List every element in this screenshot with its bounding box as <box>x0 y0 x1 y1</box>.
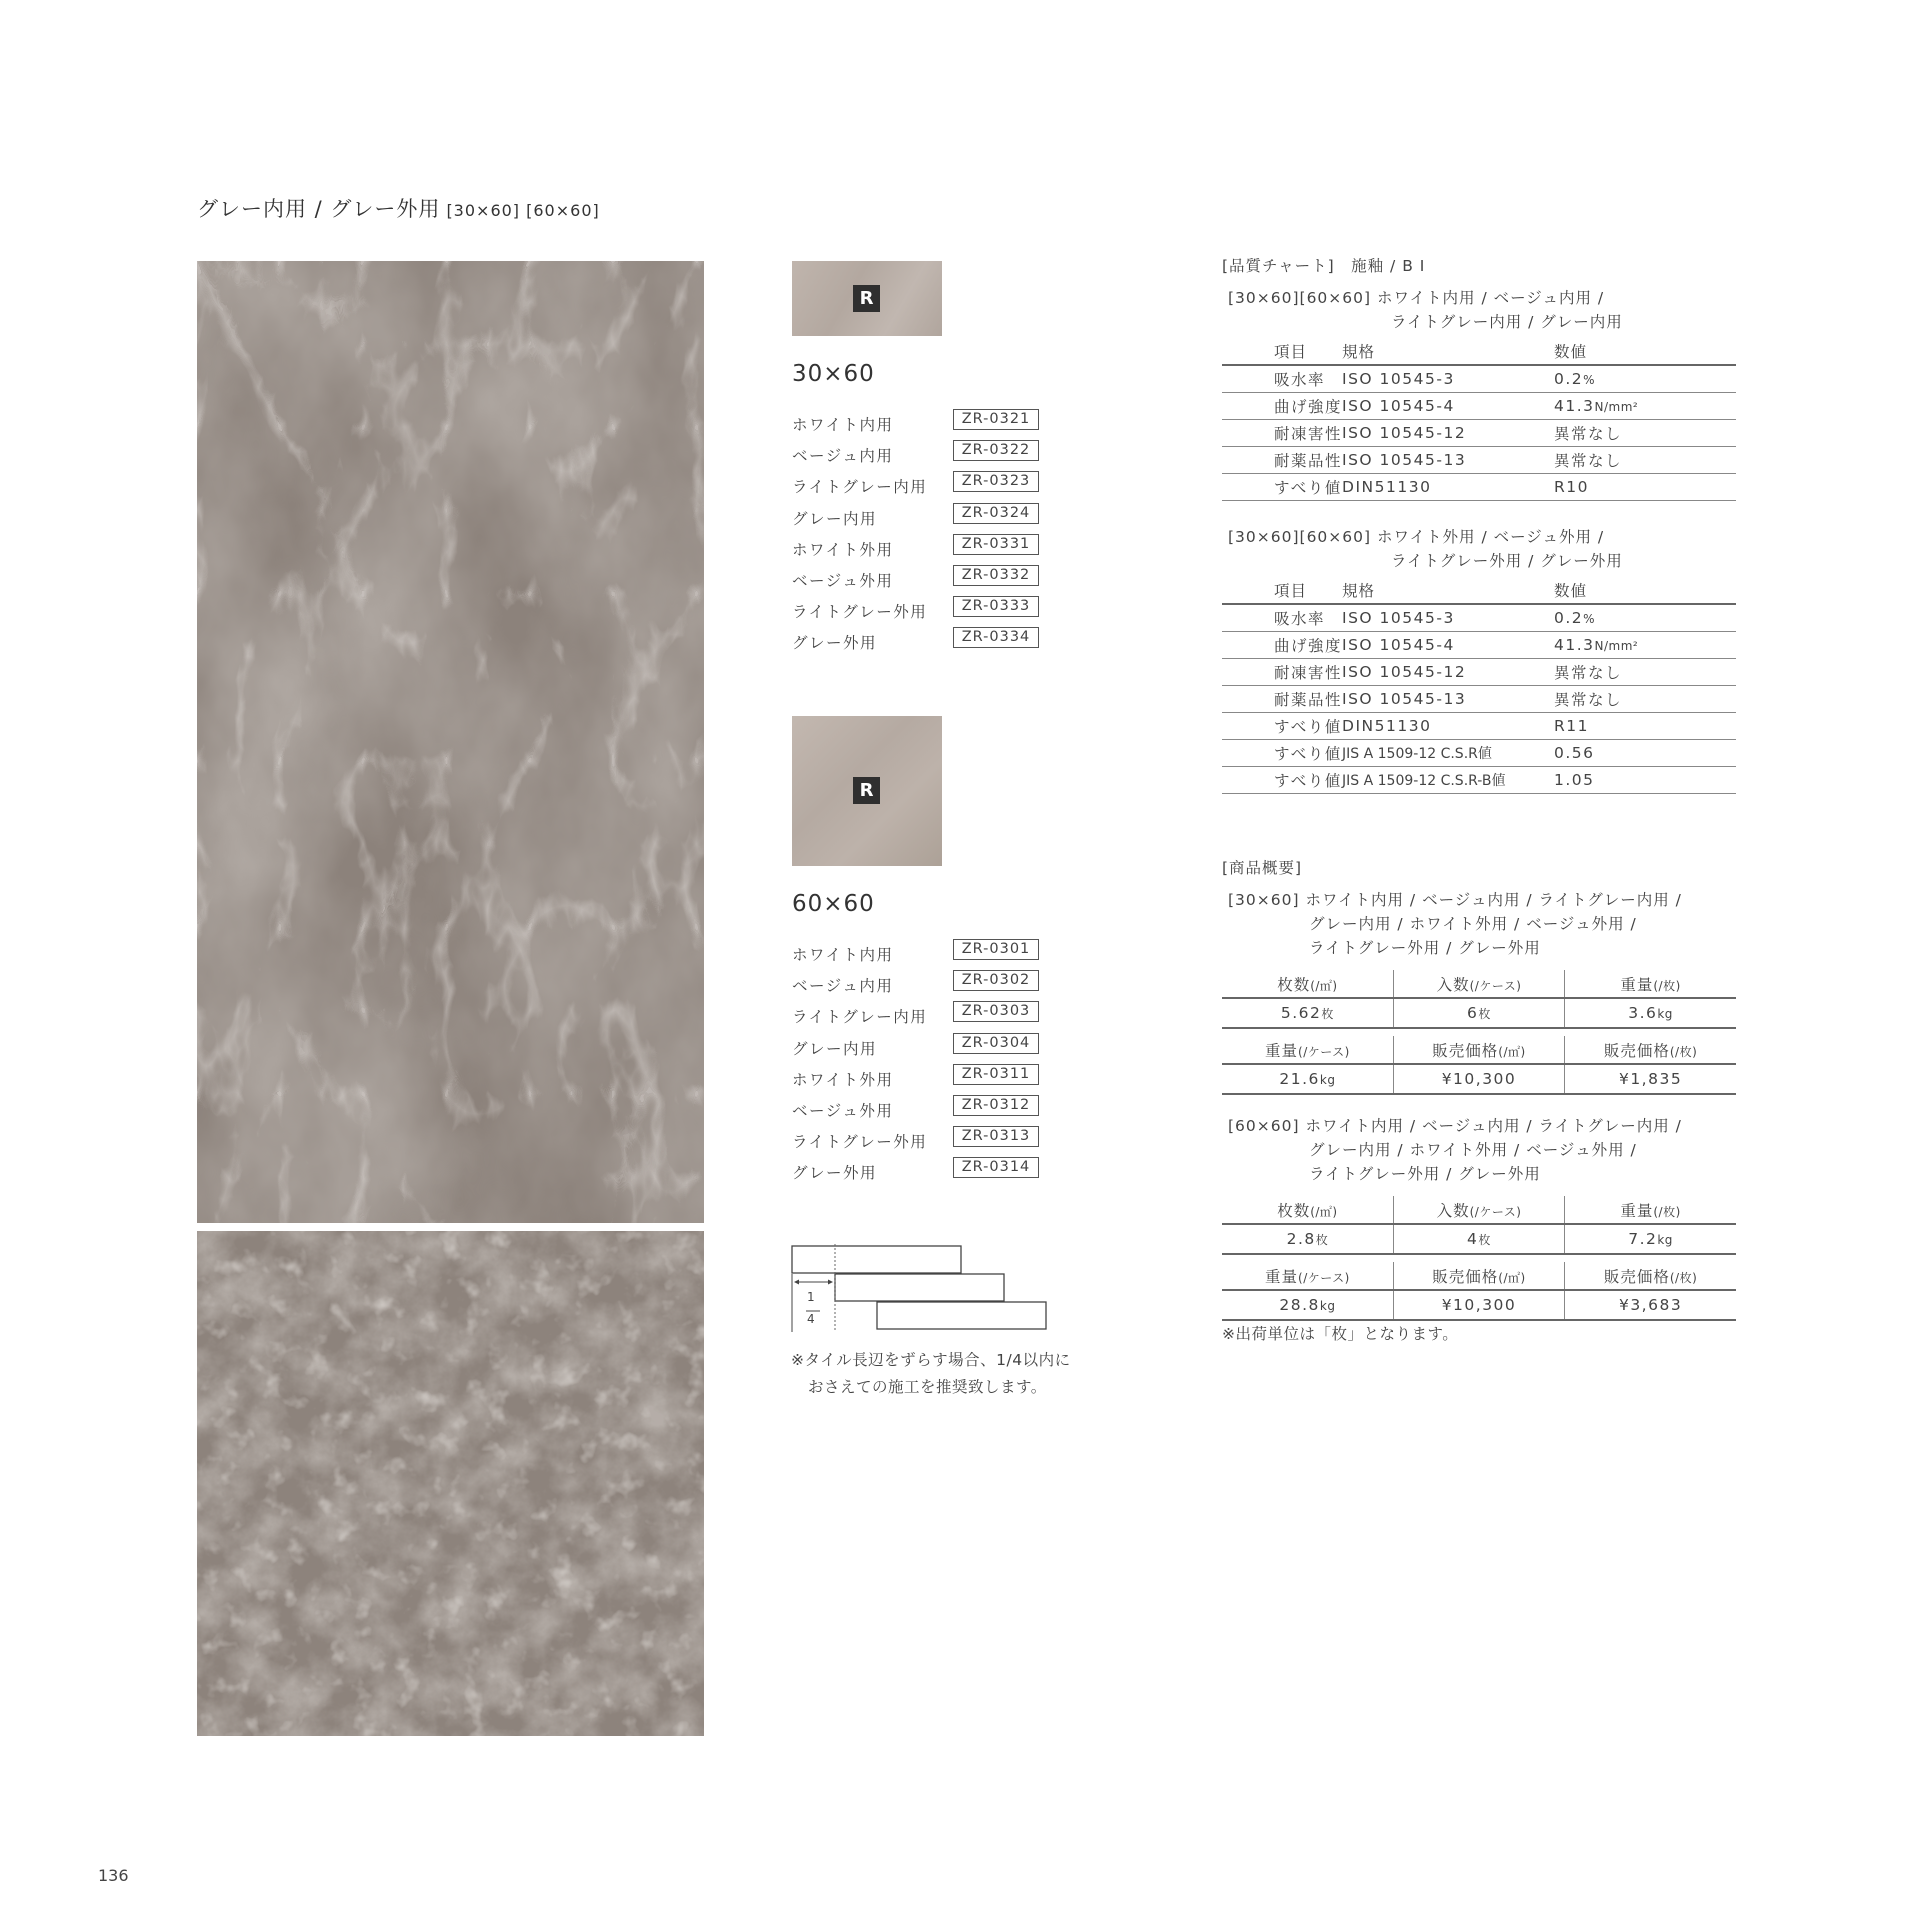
fraction-numerator: 1 <box>807 1290 815 1304</box>
header-unit: (/㎡) <box>1310 1204 1338 1219</box>
header-text: 重量 <box>1265 1041 1299 1060</box>
value-text: 2.8 <box>1286 1230 1316 1248</box>
header-text: 枚数 <box>1277 1201 1311 1220</box>
value-unit: kg <box>1657 1233 1673 1247</box>
cell-value <box>1393 1290 1564 1320</box>
summary-table-60-row1 <box>1222 1196 1736 1255</box>
size-heading-60x60: 60×60 <box>792 891 875 917</box>
product-row <box>792 627 1052 658</box>
quality-group-a-label-line2: ライトグレー内用 / グレー内用 <box>1391 313 1623 331</box>
header-unit: (/枚) <box>1669 1044 1698 1059</box>
column-header: 数値 <box>1554 577 1736 604</box>
cell-standard: JIS A 1509-12 C.S.R値 <box>1342 740 1554 767</box>
value-unit: kg <box>1319 1299 1336 1313</box>
cell-standard: DIN51130 <box>1342 713 1554 740</box>
product-row <box>792 440 1052 471</box>
table-header-row <box>1222 338 1736 365</box>
header-unit: (/ケース) <box>1298 1270 1350 1285</box>
column-header <box>1393 1036 1564 1064</box>
table-row <box>1222 604 1736 632</box>
column-header: 数値 <box>1554 338 1736 365</box>
table-row <box>1222 1064 1736 1094</box>
cell-item: 吸水率 <box>1222 604 1342 632</box>
cell-item: 曲げ強度 <box>1222 632 1342 659</box>
header-text: 枚数 <box>1277 975 1311 994</box>
product-name: グレー外用 <box>792 1164 878 1183</box>
cell-value <box>1554 686 1736 713</box>
product-code: ZR-0333 <box>953 596 1039 617</box>
product-row <box>792 1126 1052 1157</box>
cell-item: すべり値 <box>1222 713 1342 740</box>
column-header: 項目 <box>1222 338 1342 365</box>
cell-value <box>1554 740 1736 767</box>
summary-heading: [商品概要] <box>1222 859 1303 877</box>
cell-value <box>1554 447 1736 474</box>
table-header-row <box>1222 1196 1736 1224</box>
value-text: 異常なし <box>1554 425 1623 443</box>
column-header <box>1565 1036 1736 1064</box>
column-header <box>1222 1036 1393 1064</box>
table-row <box>1222 713 1736 740</box>
value-unit: N/mm² <box>1594 639 1639 653</box>
value-text: 異常なし <box>1554 691 1623 709</box>
product-name: ライトグレー内用 <box>792 478 928 497</box>
value-text: 異常なし <box>1554 452 1623 470</box>
column-header <box>1565 970 1736 998</box>
cell-standard: ISO 10545-13 <box>1342 686 1554 713</box>
column-header <box>1222 1262 1393 1290</box>
summary-60-label-line2: グレー内用 / ホワイト外用 / ベージュ外用 / <box>1309 1141 1637 1159</box>
cell-value <box>1554 659 1736 686</box>
value-text: 5.62 <box>1280 1004 1322 1022</box>
summary-60-label-line3: ライトグレー外用 / グレー外用 <box>1309 1165 1541 1183</box>
summary-30-label-line3: ライトグレー外用 / グレー外用 <box>1309 939 1541 957</box>
quality-group-a-label-line1: [30×60][60×60] ホワイト内用 / ベージュ内用 / <box>1228 289 1605 307</box>
fraction-denominator: 4 <box>807 1312 815 1326</box>
product-row <box>792 1064 1052 1095</box>
table-row <box>1222 998 1736 1028</box>
product-row <box>792 596 1052 627</box>
cell-standard: ISO 10545-3 <box>1342 604 1554 632</box>
cell-value <box>1565 1064 1736 1094</box>
product-code: ZR-0322 <box>953 440 1039 461</box>
column-header: 項目 <box>1222 577 1342 604</box>
quality-group-b-label-line2: ライトグレー外用 / グレー外用 <box>1391 552 1623 570</box>
summary-table-60-row2 <box>1222 1262 1736 1321</box>
table-header-row <box>1222 1036 1736 1064</box>
cell-standard: DIN51130 <box>1342 474 1554 501</box>
product-name: ライトグレー外用 <box>792 1133 928 1152</box>
header-text: 入数 <box>1436 975 1470 994</box>
product-name: ホワイト外用 <box>792 1070 894 1089</box>
cell-value <box>1565 998 1736 1028</box>
page-title-sizes: [30×60] [60×60] <box>446 201 600 220</box>
cell-value <box>1554 767 1736 794</box>
value-text: 0.56 <box>1554 744 1595 762</box>
table-row <box>1222 393 1736 420</box>
table-row <box>1222 1290 1736 1320</box>
product-name: ライトグレー内用 <box>792 1008 928 1027</box>
cell-value <box>1393 1064 1564 1094</box>
value-unit: 枚 <box>1478 1233 1491 1247</box>
header-unit: (/枚) <box>1669 1270 1698 1285</box>
r-badge-icon: R <box>853 777 880 804</box>
column-header: 規格 <box>1342 577 1554 604</box>
summary-table-30-row2 <box>1222 1036 1736 1095</box>
cell-value <box>1554 604 1736 632</box>
value-text: 3.6 <box>1628 1004 1658 1022</box>
header-unit: (/㎡) <box>1498 1044 1526 1059</box>
product-name: ベージュ内用 <box>792 977 894 996</box>
table-row <box>1222 474 1736 501</box>
value-unit: kg <box>1319 1073 1336 1087</box>
value-unit: 枚 <box>1315 1233 1329 1247</box>
cell-value <box>1554 420 1736 447</box>
product-code: ZR-0334 <box>953 627 1039 648</box>
product-name: ホワイト外用 <box>792 540 894 559</box>
table-row <box>1222 420 1736 447</box>
offset-note-line1: ※タイル長辺をずらす場合、1/4以内に <box>791 1351 1071 1369</box>
product-code: ZR-0311 <box>953 1064 1039 1085</box>
shipping-unit-note: ※出荷単位は「枚」となります。 <box>1222 1325 1459 1343</box>
value-text: 28.8 <box>1279 1296 1320 1314</box>
cell-value <box>1222 1064 1393 1094</box>
summary-30-label-line2: グレー内用 / ホワイト外用 / ベージュ外用 / <box>1309 915 1637 933</box>
header-unit: (/㎡) <box>1310 978 1338 993</box>
product-name: グレー内用 <box>792 1039 878 1058</box>
product-row <box>792 1001 1052 1032</box>
value-unit: N/mm² <box>1594 400 1639 414</box>
table-row <box>1222 1224 1736 1254</box>
value-text: 異常なし <box>1554 664 1623 682</box>
value-text: 0.2 <box>1554 370 1584 388</box>
tile-offset-diagram <box>790 1244 1050 1334</box>
cell-item: 耐薬品性 <box>1222 686 1342 713</box>
header-text: 販売価格 <box>1603 1041 1670 1060</box>
summary-30-label-line1: [30×60] ホワイト内用 / ベージュ内用 / ライトグレー内用 / <box>1228 891 1682 909</box>
quality-table-a <box>1222 338 1736 501</box>
product-code: ZR-0324 <box>953 503 1039 524</box>
value-text: R10 <box>1554 478 1590 496</box>
header-text: 重量 <box>1265 1267 1299 1286</box>
cell-value <box>1554 365 1736 393</box>
product-row <box>792 939 1052 970</box>
cell-item: すべり値 <box>1222 740 1342 767</box>
product-list-30x60 <box>792 409 1052 659</box>
column-header <box>1565 1196 1736 1224</box>
tile-thumbnail-30x60 <box>792 261 942 336</box>
value-text: ¥10,300 <box>1441 1296 1517 1314</box>
cell-standard: ISO 10545-4 <box>1342 393 1554 420</box>
column-header <box>1222 970 1393 998</box>
cell-item: 耐凍害性 <box>1222 420 1342 447</box>
product-row <box>792 409 1052 440</box>
table-header-row <box>1222 970 1736 998</box>
header-unit: (/㎡) <box>1498 1270 1526 1285</box>
page-title-main: グレー内用 / グレー外用 <box>197 197 441 221</box>
product-code: ZR-0331 <box>953 534 1039 555</box>
cell-value <box>1554 632 1736 659</box>
product-name: ベージュ内用 <box>792 447 894 466</box>
header-text: 入数 <box>1436 1201 1470 1220</box>
cell-standard: ISO 10545-12 <box>1342 659 1554 686</box>
product-row <box>792 1033 1052 1064</box>
header-unit: (/ケース) <box>1298 1044 1350 1059</box>
product-code: ZR-0304 <box>953 1033 1039 1054</box>
marble-image-30x60 <box>197 261 704 1223</box>
size-heading-30x60: 30×60 <box>792 361 875 387</box>
cell-item: 耐凍害性 <box>1222 659 1342 686</box>
header-unit: (/ケース) <box>1469 978 1522 993</box>
cell-standard: ISO 10545-4 <box>1342 632 1554 659</box>
header-unit: (/ケース) <box>1469 1204 1522 1219</box>
product-row <box>792 503 1052 534</box>
table-row <box>1222 686 1736 713</box>
quality-chart-heading: [品質チャート] 施釉 / B I <box>1222 257 1426 275</box>
value-text: ¥3,683 <box>1618 1296 1683 1314</box>
value-text: 41.3 <box>1554 636 1595 654</box>
product-name: ベージュ外用 <box>792 1101 894 1120</box>
product-list-60x60 <box>792 939 1052 1189</box>
cell-item: 吸水率 <box>1222 365 1342 393</box>
product-name: ライトグレー外用 <box>792 603 928 622</box>
cell-item: すべり値 <box>1222 767 1342 794</box>
cell-value <box>1565 1290 1736 1320</box>
column-header <box>1222 1196 1393 1224</box>
product-row <box>792 565 1052 596</box>
value-text: 7.2 <box>1628 1230 1658 1248</box>
product-name: グレー外用 <box>792 634 878 653</box>
column-header <box>1565 1262 1736 1290</box>
cell-value <box>1222 1290 1393 1320</box>
product-name: ホワイト内用 <box>792 416 894 434</box>
offset-note-line2: おさえての施工を推奨致します。 <box>808 1378 1047 1396</box>
value-unit: kg <box>1657 1007 1673 1021</box>
r-badge-icon: R <box>853 285 880 312</box>
marble-image-60x60 <box>197 1231 704 1736</box>
table-row <box>1222 659 1736 686</box>
product-code: ZR-0301 <box>953 939 1039 960</box>
header-unit: (/枚) <box>1653 978 1681 993</box>
cell-standard: ISO 10545-12 <box>1342 420 1554 447</box>
value-unit: % <box>1583 373 1596 387</box>
value-text: ¥1,835 <box>1618 1070 1683 1088</box>
value-unit: % <box>1583 612 1596 626</box>
page-number: 136 <box>98 1866 129 1885</box>
quality-group-b-label-line1: [30×60][60×60] ホワイト外用 / ベージュ外用 / <box>1228 528 1605 546</box>
header-text: 重量 <box>1620 975 1654 994</box>
cell-item: すべり値 <box>1222 474 1342 501</box>
value-text: 4 <box>1467 1230 1479 1248</box>
product-code: ZR-0302 <box>953 970 1039 991</box>
table-row <box>1222 632 1736 659</box>
cell-value <box>1565 1224 1736 1254</box>
summary-60-label-line1: [60×60] ホワイト内用 / ベージュ内用 / ライトグレー内用 / <box>1228 1117 1682 1135</box>
cell-standard: ISO 10545-3 <box>1342 365 1554 393</box>
product-row <box>792 1095 1052 1126</box>
table-row <box>1222 740 1736 767</box>
header-text: 販売価格 <box>1432 1267 1499 1286</box>
offset-note <box>791 1347 1071 1401</box>
table-row <box>1222 447 1736 474</box>
cell-standard: ISO 10545-13 <box>1342 447 1554 474</box>
product-code: ZR-0323 <box>953 471 1039 492</box>
value-unit: 枚 <box>1321 1007 1334 1021</box>
column-header <box>1393 1262 1564 1290</box>
offset-diagram-graphic <box>790 1244 1050 1334</box>
product-code: ZR-0321 <box>953 409 1039 430</box>
value-text: R11 <box>1554 717 1590 735</box>
column-header: 規格 <box>1342 338 1554 365</box>
value-text: 21.6 <box>1279 1070 1320 1088</box>
cell-standard: JIS A 1509-12 C.S.R-B値 <box>1342 767 1554 794</box>
header-unit: (/枚) <box>1653 1204 1681 1219</box>
product-row <box>792 471 1052 502</box>
value-text: 41.3 <box>1554 397 1595 415</box>
cell-value <box>1554 393 1736 420</box>
header-text: 販売価格 <box>1432 1041 1499 1060</box>
table-header-row <box>1222 1262 1736 1290</box>
product-code: ZR-0312 <box>953 1095 1039 1116</box>
header-text: 重量 <box>1620 1201 1654 1220</box>
product-code: ZR-0332 <box>953 565 1039 586</box>
cell-item: 曲げ強度 <box>1222 393 1342 420</box>
value-unit: 枚 <box>1478 1007 1491 1021</box>
product-code: ZR-0314 <box>953 1157 1039 1178</box>
value-text: 6 <box>1467 1004 1479 1022</box>
cell-value <box>1393 1224 1564 1254</box>
product-name: ベージュ外用 <box>792 571 894 590</box>
product-code: ZR-0303 <box>953 1001 1039 1022</box>
value-text: 1.05 <box>1554 771 1595 789</box>
column-header <box>1393 1196 1564 1224</box>
quality-table-b <box>1222 577 1736 794</box>
cell-value <box>1222 1224 1393 1254</box>
product-name: ホワイト内用 <box>792 946 894 964</box>
summary-table-30-row1 <box>1222 970 1736 1029</box>
table-header-row <box>1222 577 1736 604</box>
product-name: グレー内用 <box>792 509 878 528</box>
product-code: ZR-0313 <box>953 1126 1039 1147</box>
cell-value <box>1222 998 1393 1028</box>
product-row <box>792 970 1052 1001</box>
cell-value <box>1554 474 1736 501</box>
page-title <box>197 193 600 223</box>
column-header <box>1393 970 1564 998</box>
cell-value <box>1554 713 1736 740</box>
table-row <box>1222 365 1736 393</box>
header-text: 販売価格 <box>1603 1267 1670 1286</box>
product-row <box>792 1157 1052 1188</box>
cell-value <box>1393 998 1564 1028</box>
table-row <box>1222 767 1736 794</box>
tile-thumbnail-60x60 <box>792 716 942 866</box>
cell-item: 耐薬品性 <box>1222 447 1342 474</box>
value-text: ¥10,300 <box>1441 1070 1517 1088</box>
product-row <box>792 534 1052 565</box>
value-text: 0.2 <box>1554 609 1584 627</box>
